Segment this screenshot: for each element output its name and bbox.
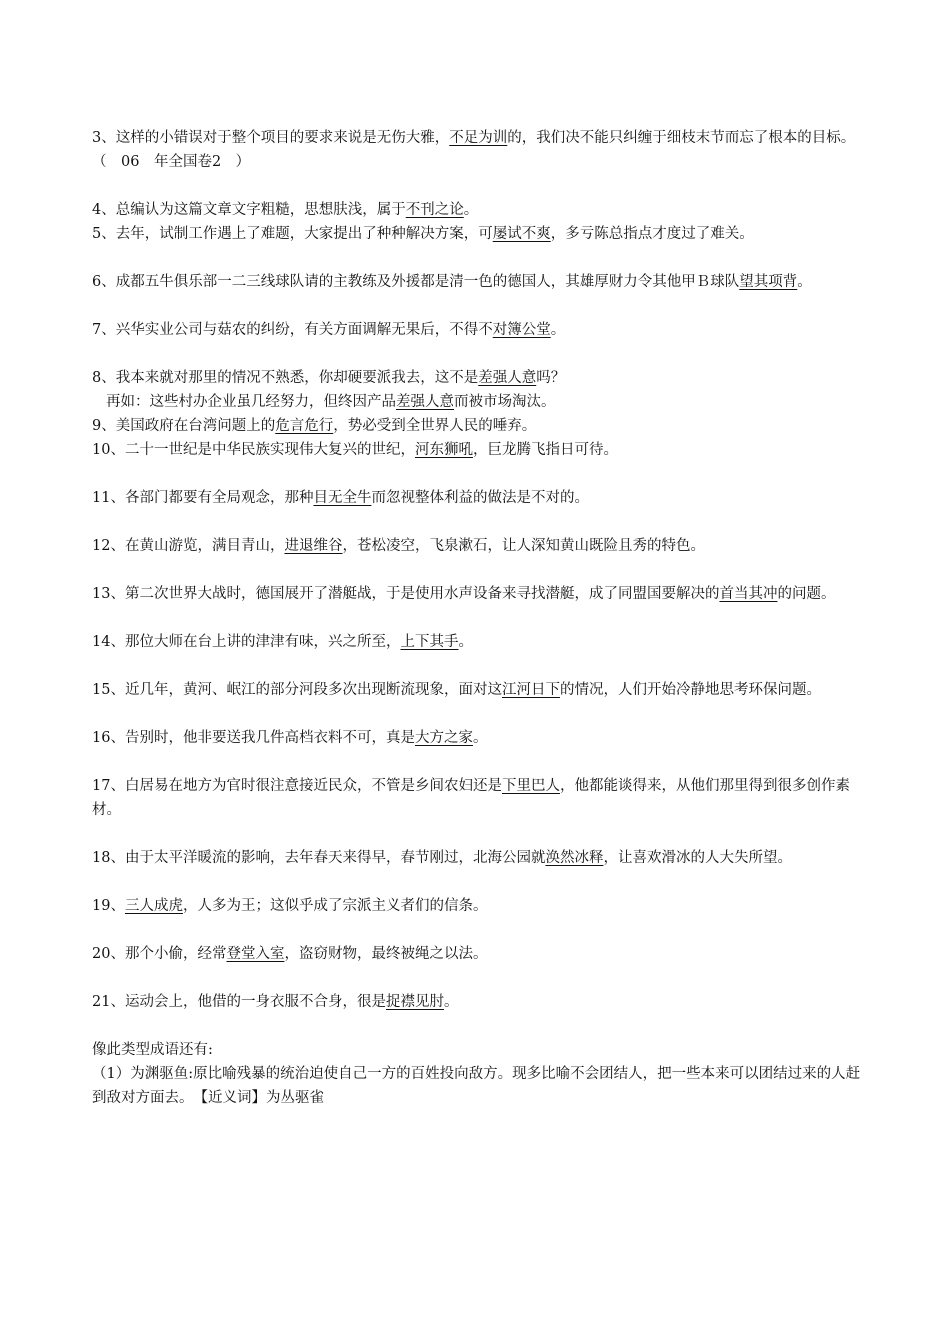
- idiom-underlined: 下里巴人: [501, 778, 560, 794]
- sentence-13: 13、第二次世界大战时，德国展开了潜艇战，于是使用水声设备来寻找潜艇，成了同盟国要解决的首当其冲的问题。: [92, 586, 836, 602]
- sentence-6: 6、成都五牛俱乐部一二三线球队请的主教练及外援都是清一色的德国人，其雄厚财力令其他甲Ｂ球队望其项背。: [92, 274, 812, 290]
- sentence-12: 12、在黄山游览，满目青山，进退维谷，苍松凌空，飞泉漱石，让人深知黄山既险且秀的特色。: [92, 538, 705, 554]
- idiom-underlined: 江河日下: [501, 682, 560, 698]
- idiom-underlined: 望其项背: [739, 274, 798, 290]
- idiom-underlined: 河东狮吼: [414, 442, 473, 458]
- idiom-underlined: 登堂入室: [226, 946, 285, 962]
- footer-entry: （1）为渊驱鱼:原比喻残暴的统治迫使自己一方的百姓投向敌方。现多比喻不会团结人，把一些本来可以团结过来的人赶到敌对方面去。 【近义词】为丛驱雀: [92, 1066, 861, 1106]
- sentence-21: 21、运动会上，他借的一身衣服不合身，很是捉襟见肘。: [92, 994, 459, 1010]
- idiom-underlined: 首当其冲: [719, 586, 778, 602]
- idiom-underlined: 屡试不爽: [492, 226, 551, 242]
- idiom-underlined: 不足为训: [449, 130, 508, 146]
- sentence-4: 4、总编认为这篇文章文字粗糙，思想肤浅，属于不刊之论。: [92, 202, 479, 218]
- sentence-14: 14、那位大师在台上讲的津津有味，兴之所至，上下其手。: [92, 634, 473, 650]
- sentence-19: 19、三人成虎，人多为王；这似乎成了宗派主义者们的信条。: [92, 898, 488, 914]
- sentence-20: 20、那个小偷，经常登堂入室，盗窃财物，最终被绳之以法。: [92, 946, 488, 962]
- sentence-8-example: 再如：这些村办企业虽几经努力，但终因产品差强人意而被市场淘汰。: [106, 394, 556, 410]
- idiom-underlined: 三人成虎: [124, 898, 183, 914]
- idiom-underlined: 对簿公堂: [492, 322, 551, 338]
- sentence-17: 17、白居易在地方为官时很注意接近民众，不管是乡间农妇还是下里巴人，他都能谈得来，从他们那里得到很多创作素材。: [92, 778, 850, 818]
- idiom-underlined: 不刊之论: [405, 202, 464, 218]
- sentence-11: 11、各部门都要有全局观念，那种目无全牛而忽视整体利益的做法是不对的。: [92, 490, 589, 506]
- idiom-underlined: 目无全牛: [313, 490, 372, 506]
- idiom-underlined: 危言危行: [275, 418, 334, 434]
- sentence-18: 18、由于太平洋暖流的影响，去年春天来得早，春节刚过，北海公园就涣然冰释，让喜欢滑冰的人大失所望。: [92, 850, 792, 866]
- idiom-underlined: 差强人意: [396, 394, 454, 410]
- document-page: [92, 126, 862, 1110]
- sentence-8: 8、我本来就对那里的情况不熟悉，你却硬要派我去，这不是差强人意吗？: [92, 370, 566, 386]
- sentence-16: 16、告别时，他非要送我几件高档衣料不可，真是大方之家。: [92, 730, 488, 746]
- sentence-15: 15、近几年，黄河、岷江的部分河段多次出现断流现象，面对这江河日下的情况，人们开始冷静地思考环保问题。: [92, 682, 821, 698]
- sentence-9: 9、美国政府在台湾问题上的危言危行，势必受到全世界人民的唾弃。: [92, 418, 537, 434]
- idiom-underlined: 涣然冰释: [545, 850, 604, 866]
- footer-heading: 像此类型成语还有:: [92, 1042, 213, 1058]
- sentence-7: 7、兴华实业公司与菇农的纠纷，有关方面调解无果后，不得不对簿公堂。: [92, 322, 566, 338]
- sentence-5: 5、去年，试制工作遇上了难题，大家提出了种种解决方案，可屡试不爽，多亏陈总指点才度过了难关。: [92, 226, 754, 242]
- sentence-3: 3、这样的小错误对于整个项目的要求来说是无伤大雅，不足为训的，我们决不能只纠缠于细枝末节而忘了根本的目标。（ 06 年全国卷2 ）: [92, 130, 856, 170]
- sentence-10: 10、二十一世纪是中华民族实现伟大复兴的世纪，河东狮吼，巨龙腾飞指日可待。: [92, 442, 618, 458]
- idiom-underlined: 大方之家: [414, 730, 473, 746]
- idiom-underlined: 捉襟见肘: [385, 994, 444, 1010]
- idiom-underlined: 差强人意: [478, 370, 537, 386]
- idiom-underlined: 上下其手: [400, 634, 459, 650]
- idiom-underlined: 进退维谷: [284, 538, 343, 554]
